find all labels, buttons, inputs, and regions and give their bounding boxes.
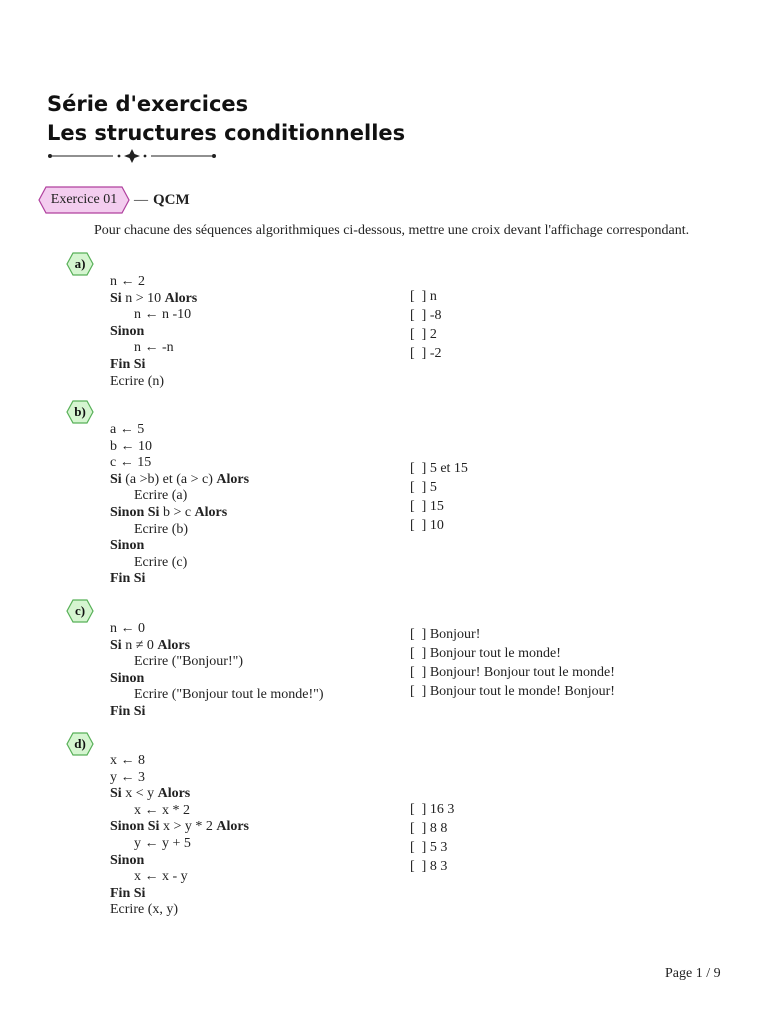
answer-option[interactable]: [ ] -2 [410,346,442,361]
code-line [110,819,249,836]
answer-options [410,287,442,363]
code-text: n ← 0 [110,621,145,636]
answer-option[interactable]: [ ] Bonjour tout le monde! Bonjour! [410,684,615,699]
code-text: y ← y + 5 [134,835,191,851]
answer-options [410,800,454,876]
code-keyword: Sinon [110,538,145,554]
code-text: (a >b) et (a > c) [121,471,217,487]
code-line [110,869,249,886]
code-line [110,902,249,919]
code-keyword: Sinon [110,323,145,339]
exercise-name: QCM [153,192,190,208]
code-text: n ← 2 [110,274,145,289]
code-line [110,654,324,671]
code-keyword: Alors [164,290,198,306]
exercise-separator: __ [134,188,148,203]
code-text: Ecrire (a) [134,488,188,504]
code-line [110,687,324,704]
code-keyword: Alors [194,504,228,520]
answer-option[interactable]: [ ] 8 8 [410,821,448,836]
answer-option[interactable]: [ ] 16 3 [410,802,455,817]
code-line [110,340,197,357]
code-keyword: Alors [216,819,250,835]
answer-option[interactable]: [ ] 5 3 [410,840,448,855]
answer-option[interactable]: [ ] 5 et 15 [410,461,468,476]
algorithm-code [110,753,249,919]
code-line [110,836,249,853]
page-subtitle: Les structures conditionnelles [47,121,406,145]
code-line [110,853,249,870]
code-line [110,538,249,555]
code-text: Ecrire (x, y) [110,902,179,918]
code-text: x ← x - y [134,869,188,885]
algorithm-code [110,621,324,721]
code-text: Ecrire ("Bonjour tout le monde!") [134,687,324,703]
code-keyword: Sinon [110,852,145,868]
code-text: Ecrire (c) [134,554,188,570]
question-label-text: b) [74,404,86,419]
answer-option[interactable]: [ ] 8 3 [410,859,448,874]
code-keyword: Si [110,290,122,306]
code-line [110,422,249,439]
question-label [66,599,94,623]
answer-option[interactable]: [ ] -8 [410,308,442,323]
code-text: x ← x * 2 [134,802,190,818]
question-label-text: a) [74,256,86,271]
algorithm-code [110,274,197,390]
code-keyword: Sinon [110,670,145,686]
code-keyword: Alors [216,471,250,487]
code-text: b ← 10 [110,438,152,454]
code-text: n > 10 [121,290,165,306]
code-text: x > y * 2 [159,819,217,835]
code-line [110,704,324,721]
code-line [110,638,324,655]
answer-option[interactable]: [ ] 10 [410,518,444,533]
question-label-text: c) [74,603,86,618]
code-text: n ← -n [134,340,174,356]
code-keyword: Fin Si [110,703,146,719]
code-keyword: Si [110,786,122,802]
algorithm-code [110,422,249,588]
code-text: n ≠ 0 [121,637,158,653]
code-line [110,374,197,391]
answer-options [410,625,615,701]
code-line [110,307,197,324]
code-line [110,439,249,456]
code-line [110,455,249,472]
code-text: n ← n -10 [134,307,192,323]
code-keyword: Alors [157,786,191,802]
answer-option[interactable]: [ ] 5 [410,480,437,495]
code-line [110,522,249,539]
code-line [110,505,249,522]
question-label [66,400,94,424]
code-text: Ecrire ("Bonjour!") [134,654,243,670]
question-label [66,252,94,276]
code-line [110,753,249,770]
code-line [110,571,249,588]
code-keyword: Sinon Si [110,504,160,520]
code-line [110,274,197,291]
answer-option[interactable]: [ ] Bonjour tout le monde! [410,646,561,661]
code-line [110,786,249,803]
code-keyword: Si [110,637,122,653]
exercise-instructions: Pour chacune des séquences algorithmiques ci-dessous, mettre une croix devant l'affichage correspondant. [94,223,690,238]
title-ornament [47,147,217,165]
code-line [110,324,197,341]
code-line [110,621,324,638]
question-label-text: d) [74,736,86,751]
answer-option[interactable]: [ ] n [410,289,437,304]
answer-option[interactable]: [ ] Bonjour! Bonjour tout le monde! [410,665,615,680]
code-text: Ecrire (n) [110,373,165,389]
code-line [110,770,249,787]
code-line [110,886,249,903]
exercise-badge [38,186,130,214]
code-text: x ← 8 [110,753,145,768]
code-line [110,488,249,505]
code-text: x < y [121,786,158,802]
answer-option[interactable]: [ ] Bonjour! [410,627,481,642]
answer-option[interactable]: [ ] 15 [410,499,444,514]
code-keyword: Fin Si [110,356,146,372]
code-line [110,291,197,308]
answer-options [410,459,468,535]
code-line [110,803,249,820]
code-keyword: Alors [157,637,191,653]
code-text: Ecrire (b) [134,521,189,537]
code-keyword: Sinon Si [110,819,160,835]
code-line [110,472,249,489]
code-text: y ← 3 [110,769,145,785]
code-line [110,555,249,572]
code-text: a ← 5 [110,422,145,437]
answer-option[interactable]: [ ] 2 [410,327,437,342]
code-keyword: Fin Si [110,885,146,901]
page-number: Page 1 / 9 [665,966,721,981]
exercise-number: Exercice 01 [50,192,118,207]
question-label [66,732,94,756]
code-text: b > c [159,504,195,520]
code-keyword: Fin Si [110,571,146,587]
code-line [110,357,197,374]
code-line [110,671,324,688]
code-keyword: Si [110,471,122,487]
page-title: Série d'exercices [47,92,249,116]
code-text: c ← 15 [110,455,152,471]
